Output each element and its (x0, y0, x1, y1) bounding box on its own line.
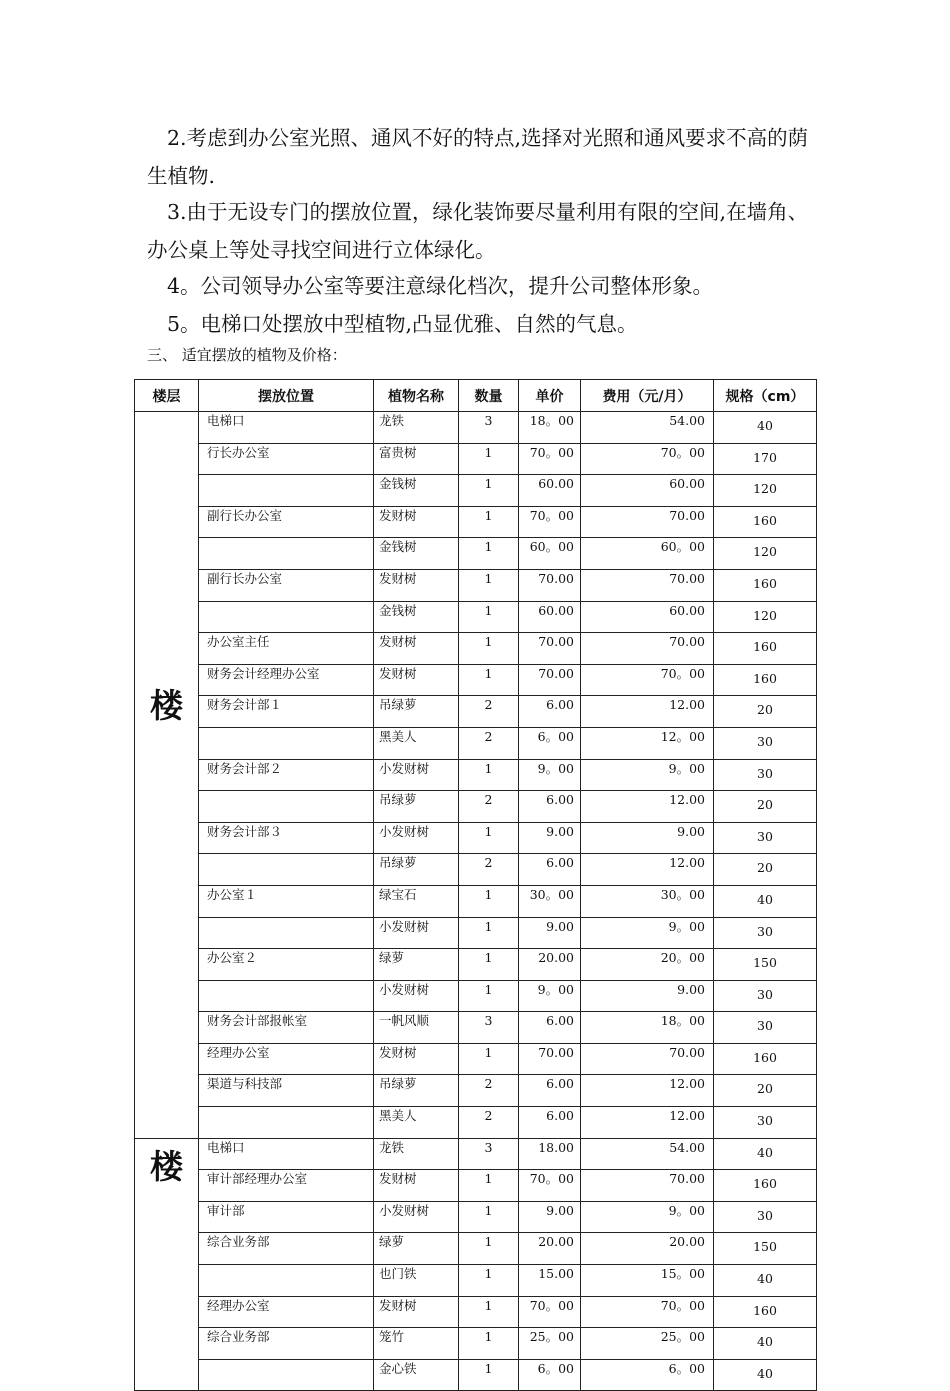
table-row (135, 980, 817, 1012)
price-cell: 9。00 (519, 980, 581, 1012)
location-cell (199, 601, 374, 633)
location-cell (199, 917, 374, 949)
plant-cell: 金钱树 (374, 475, 459, 507)
spec-cell: 160 (714, 506, 817, 538)
table-row (135, 1012, 817, 1044)
location-cell: 审计部经理办公室 (199, 1170, 374, 1202)
plant-cell: 发财树 (374, 1043, 459, 1075)
cost-cell: 20.00 (581, 1233, 714, 1265)
table-row (135, 633, 817, 665)
price-cell: 30。00 (519, 885, 581, 917)
header-spec: 规格（cm） (714, 380, 817, 412)
spec-cell: 30 (714, 917, 817, 949)
spec-cell: 40 (714, 1328, 817, 1360)
qty-cell: 1 (459, 885, 519, 917)
table-row (135, 1265, 817, 1297)
price-cell: 6.00 (519, 1012, 581, 1044)
location-cell: 办公室１ (199, 885, 374, 917)
location-cell (199, 980, 374, 1012)
table-row (135, 1043, 817, 1075)
location-cell: 财务会计经理办公室 (199, 664, 374, 696)
header-floor: 楼层 (135, 380, 199, 412)
cost-cell: 60.00 (581, 475, 714, 507)
location-cell (199, 1107, 374, 1139)
cost-cell: 12.00 (581, 1107, 714, 1139)
qty-cell: 1 (459, 949, 519, 981)
table-row (135, 1359, 817, 1391)
qty-cell: 3 (459, 412, 519, 444)
location-cell: 行长办公室 (199, 443, 374, 475)
cost-cell: 18。00 (581, 1012, 714, 1044)
price-cell: 18.00 (519, 1138, 581, 1170)
plant-cell: 小发财树 (374, 917, 459, 949)
price-cell: 20.00 (519, 949, 581, 981)
price-cell: 18。00 (519, 412, 581, 444)
plant-cell: 龙铁 (374, 1138, 459, 1170)
table-row (135, 1170, 817, 1202)
table-row (135, 885, 817, 917)
table-row (135, 1296, 817, 1328)
floor-cell (135, 412, 199, 1139)
qty-cell: 1 (459, 664, 519, 696)
cost-cell: 9。00 (581, 759, 714, 791)
price-cell: 9.00 (519, 822, 581, 854)
price-cell: 25。00 (519, 1328, 581, 1360)
floor-label: 楼 (150, 686, 183, 725)
plant-cell: 吊绿萝 (374, 696, 459, 728)
qty-cell: 2 (459, 727, 519, 759)
spec-cell: 40 (714, 1138, 817, 1170)
price-cell: 70。00 (519, 506, 581, 538)
table-row (135, 538, 817, 570)
price-cell: 60.00 (519, 601, 581, 633)
cost-cell: 25。00 (581, 1328, 714, 1360)
plant-cell: 发财树 (374, 1170, 459, 1202)
qty-cell: 1 (459, 601, 519, 633)
cost-cell: 70。00 (581, 1296, 714, 1328)
qty-cell: 2 (459, 791, 519, 823)
cost-cell: 54.00 (581, 412, 714, 444)
price-cell: 9.00 (519, 1201, 581, 1233)
table-row (135, 506, 817, 538)
spec-cell: 30 (714, 822, 817, 854)
paragraph-3-text: 3.由于无设专门的摆放位置，绿化装饰要尽量利用有限的空间,在墙角、办公桌上等处寻找空间进行立体绿化。 (147, 200, 809, 262)
qty-cell: 1 (459, 506, 519, 538)
location-cell: 综合业务部 (199, 1328, 374, 1360)
cost-cell: 12.00 (581, 791, 714, 823)
table-row (135, 569, 817, 601)
qty-cell: 1 (459, 759, 519, 791)
location-cell: 办公室主任 (199, 633, 374, 665)
spec-cell: 30 (714, 759, 817, 791)
plant-cell: 金心铁 (374, 1359, 459, 1391)
spec-cell: 40 (714, 412, 817, 444)
qty-cell: 1 (459, 633, 519, 665)
price-cell: 60。00 (519, 538, 581, 570)
table-body (135, 412, 817, 1391)
table-header-row (135, 380, 817, 412)
cost-cell: 20。00 (581, 949, 714, 981)
price-cell: 70。00 (519, 1170, 581, 1202)
location-cell (199, 854, 374, 886)
table-row (135, 1107, 817, 1139)
price-cell: 9.00 (519, 917, 581, 949)
location-cell (199, 727, 374, 759)
plant-cell: 小发财树 (374, 759, 459, 791)
floor-cell (135, 1138, 199, 1391)
table-row (135, 443, 817, 475)
spec-cell: 160 (714, 1296, 817, 1328)
plant-cell: 小发财树 (374, 1201, 459, 1233)
header-price: 单价 (519, 380, 581, 412)
plant-cell: 笼竹 (374, 1328, 459, 1360)
plant-cell: 一帆风顺 (374, 1012, 459, 1044)
table-row (135, 727, 817, 759)
price-cell: 60.00 (519, 475, 581, 507)
spec-cell: 30 (714, 1012, 817, 1044)
location-cell: 副行长办公室 (199, 506, 374, 538)
plant-price-table (134, 379, 817, 1391)
location-cell: 经理办公室 (199, 1043, 374, 1075)
plant-cell: 也门铁 (374, 1265, 459, 1297)
spec-cell: 30 (714, 1107, 817, 1139)
table-row (135, 949, 817, 981)
location-cell: 电梯口 (199, 412, 374, 444)
qty-cell: 1 (459, 569, 519, 601)
price-cell: 6。00 (519, 727, 581, 759)
qty-cell: 1 (459, 1201, 519, 1233)
cost-cell: 30。00 (581, 885, 714, 917)
cost-cell: 12.00 (581, 696, 714, 728)
qty-cell: 1 (459, 1265, 519, 1297)
cost-cell: 15。00 (581, 1265, 714, 1297)
spec-cell: 40 (714, 1265, 817, 1297)
spec-cell: 120 (714, 538, 817, 570)
spec-cell: 120 (714, 475, 817, 507)
table-row (135, 696, 817, 728)
cost-cell: 70.00 (581, 1170, 714, 1202)
spec-cell: 20 (714, 791, 817, 823)
cost-cell: 9。00 (581, 1201, 714, 1233)
cost-cell: 70。00 (581, 443, 714, 475)
spec-cell: 30 (714, 980, 817, 1012)
price-cell: 70.00 (519, 633, 581, 665)
location-cell: 办公室２ (199, 949, 374, 981)
spec-cell: 160 (714, 569, 817, 601)
table-row (135, 917, 817, 949)
table-row (135, 854, 817, 886)
qty-cell: 3 (459, 1012, 519, 1044)
spec-cell: 20 (714, 854, 817, 886)
plant-cell: 富贵树 (374, 443, 459, 475)
location-cell: 财务会计部１ (199, 696, 374, 728)
header-cost: 费用（元/月） (581, 380, 714, 412)
cost-cell: 6。00 (581, 1359, 714, 1391)
location-cell (199, 1359, 374, 1391)
qty-cell: 1 (459, 1296, 519, 1328)
cost-cell: 9.00 (581, 822, 714, 854)
spec-cell: 160 (714, 1043, 817, 1075)
price-cell: 70.00 (519, 1043, 581, 1075)
qty-cell: 1 (459, 538, 519, 570)
price-cell: 70.00 (519, 664, 581, 696)
qty-cell: 2 (459, 1075, 519, 1107)
cost-cell: 9。00 (581, 917, 714, 949)
table-row (135, 822, 817, 854)
table-row (135, 601, 817, 633)
location-cell (199, 475, 374, 507)
plant-cell: 金钱树 (374, 538, 459, 570)
table-row (135, 1138, 817, 1170)
spec-cell: 20 (714, 696, 817, 728)
header-qty: 数量 (459, 380, 519, 412)
cost-cell: 70.00 (581, 506, 714, 538)
plant-cell: 黑美人 (374, 727, 459, 759)
table-row (135, 1201, 817, 1233)
cost-cell: 70.00 (581, 633, 714, 665)
qty-cell: 2 (459, 854, 519, 886)
plant-cell: 绿萝 (374, 949, 459, 981)
plant-cell: 小发财树 (374, 980, 459, 1012)
price-cell: 6.00 (519, 1107, 581, 1139)
cost-cell: 9.00 (581, 980, 714, 1012)
plant-cell: 发财树 (374, 569, 459, 601)
plant-cell: 黑美人 (374, 1107, 459, 1139)
qty-cell: 1 (459, 1170, 519, 1202)
qty-cell: 2 (459, 696, 519, 728)
qty-cell: 1 (459, 1043, 519, 1075)
spec-cell: 150 (714, 949, 817, 981)
spec-cell: 30 (714, 727, 817, 759)
spec-cell: 160 (714, 633, 817, 665)
location-cell: 财务会计部报帐室 (199, 1012, 374, 1044)
floor-label: 楼 (150, 1146, 183, 1186)
plant-cell: 发财树 (374, 633, 459, 665)
paragraph-5-text: 5。电梯口处摆放中型植物,凸显优雅、自然的气息。 (167, 312, 638, 336)
qty-cell: 1 (459, 1359, 519, 1391)
paragraph-2-text: 2.考虑到办公室光照、通风不好的特点,选择对光照和通风要求不高的荫生植物. (147, 126, 809, 188)
paragraph-3 (147, 193, 827, 269)
price-cell: 15.00 (519, 1265, 581, 1297)
location-cell: 经理办公室 (199, 1296, 374, 1328)
location-cell (199, 791, 374, 823)
table-row (135, 475, 817, 507)
spec-cell: 160 (714, 1170, 817, 1202)
plant-cell: 发财树 (374, 506, 459, 538)
plant-cell: 发财树 (374, 1296, 459, 1328)
plant-cell: 吊绿萝 (374, 854, 459, 886)
spec-cell: 170 (714, 443, 817, 475)
plant-cell: 发财树 (374, 664, 459, 696)
plant-cell: 龙铁 (374, 412, 459, 444)
location-cell: 财务会计部２ (199, 759, 374, 791)
spec-cell: 20 (714, 1075, 817, 1107)
price-cell: 70。00 (519, 443, 581, 475)
spec-cell: 40 (714, 1359, 817, 1391)
qty-cell: 1 (459, 917, 519, 949)
price-cell: 6.00 (519, 791, 581, 823)
price-cell: 6.00 (519, 854, 581, 886)
table-row (135, 791, 817, 823)
section-title: 三、 适宜摆放的植物及价格： (147, 346, 347, 364)
paragraph-4-text: 4。公司领导办公室等要注意绿化档次，提升公司整体形象。 (167, 274, 714, 298)
qty-cell: 1 (459, 822, 519, 854)
paragraph-2 (147, 119, 827, 195)
cost-cell: 12.00 (581, 1075, 714, 1107)
plant-cell: 金钱树 (374, 601, 459, 633)
cost-cell: 60.00 (581, 601, 714, 633)
price-cell: 9。00 (519, 759, 581, 791)
header-location: 摆放位置 (199, 380, 374, 412)
location-cell: 渠道与科技部 (199, 1075, 374, 1107)
paragraph-5 (147, 305, 827, 343)
cost-cell: 54.00 (581, 1138, 714, 1170)
location-cell: 审计部 (199, 1201, 374, 1233)
location-cell: 综合业务部 (199, 1233, 374, 1265)
location-cell (199, 538, 374, 570)
plant-cell: 小发财树 (374, 822, 459, 854)
plant-cell: 绿宝石 (374, 885, 459, 917)
cost-cell: 70.00 (581, 1043, 714, 1075)
location-cell: 电梯口 (199, 1138, 374, 1170)
price-cell: 6.00 (519, 1075, 581, 1107)
cost-cell: 70.00 (581, 569, 714, 601)
table-row (135, 1233, 817, 1265)
price-cell: 6.00 (519, 696, 581, 728)
price-cell: 6。00 (519, 1359, 581, 1391)
qty-cell: 1 (459, 1233, 519, 1265)
table-row (135, 412, 817, 444)
cost-cell: 60。00 (581, 538, 714, 570)
spec-cell: 160 (714, 664, 817, 696)
price-cell: 70。00 (519, 1296, 581, 1328)
table-row (135, 1075, 817, 1107)
plant-cell: 吊绿萝 (374, 791, 459, 823)
price-cell: 70.00 (519, 569, 581, 601)
spec-cell: 120 (714, 601, 817, 633)
location-cell: 财务会计部３ (199, 822, 374, 854)
qty-cell: 3 (459, 1138, 519, 1170)
qty-cell: 1 (459, 1328, 519, 1360)
spec-cell: 150 (714, 1233, 817, 1265)
qty-cell: 2 (459, 1107, 519, 1139)
paragraph-4 (147, 267, 827, 305)
cost-cell: 70。00 (581, 664, 714, 696)
spec-cell: 30 (714, 1201, 817, 1233)
plant-cell: 吊绿萝 (374, 1075, 459, 1107)
header-plant: 植物名称 (374, 380, 459, 412)
table-row (135, 759, 817, 791)
qty-cell: 1 (459, 443, 519, 475)
cost-cell: 12。00 (581, 727, 714, 759)
spec-cell: 40 (714, 885, 817, 917)
location-cell: 副行长办公室 (199, 569, 374, 601)
cost-cell: 12.00 (581, 854, 714, 886)
qty-cell: 1 (459, 475, 519, 507)
location-cell (199, 1265, 374, 1297)
qty-cell: 1 (459, 980, 519, 1012)
table-row (135, 664, 817, 696)
plant-cell: 绿萝 (374, 1233, 459, 1265)
price-cell: 20.00 (519, 1233, 581, 1265)
